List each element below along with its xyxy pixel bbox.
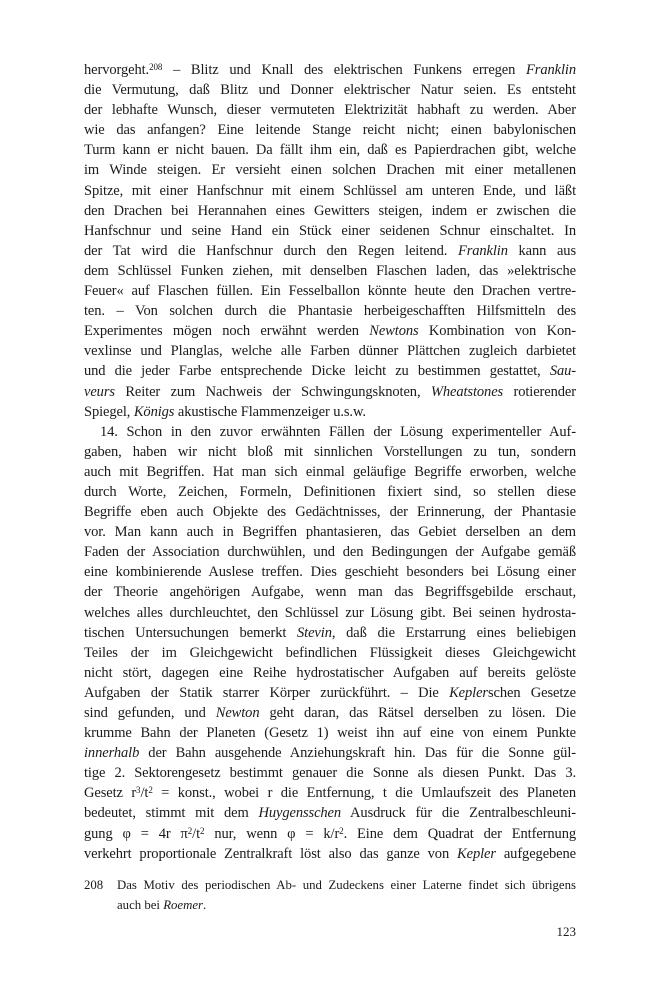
text-line: [117, 876, 576, 896]
text-line: [84, 683, 576, 703]
text-segment: Kepler: [449, 684, 488, 701]
paragraph: [84, 422, 576, 864]
text-segment: dem Schlüssel Funken ziehen, mit denselben Flaschen laden, das »elektrische: [84, 262, 576, 279]
text-segment: Kombination von Kon-: [418, 323, 576, 340]
footnote-reference: 208: [149, 61, 163, 72]
text-segment: im Winde steigen. Er versieht einen solchen Drachen mit einer metallenen: [84, 162, 576, 179]
text-segment: . Eine dem Quadrat der Entfernung: [343, 825, 576, 842]
text-line: [84, 402, 576, 422]
text-segment: /t: [140, 785, 149, 802]
text-line: [84, 663, 576, 683]
footnote-reference: 2: [148, 785, 153, 796]
text-line: [84, 542, 576, 562]
text-segment: Huygensschen: [258, 805, 342, 822]
text-segment: auch mit Begriffen. Hat man sich einmal geläufige Begriffe erworben, welche: [84, 463, 576, 480]
text-segment: Feuer« auf Flaschen füllen. Ein Fesselballon könnte heute den Drachen vertre-: [84, 283, 576, 300]
footnote-reference: 2: [339, 825, 344, 836]
text-segment: nur, wenn φ = k/r: [204, 825, 340, 842]
text-line: [84, 824, 576, 844]
text-line: [84, 763, 576, 783]
text-line: [84, 703, 576, 723]
text-segment: Franklin: [526, 62, 576, 78]
text-line: [84, 160, 576, 180]
text-segment: .: [203, 897, 207, 912]
text-segment: , daß die Erstarrung eines beliebigen: [331, 624, 576, 641]
text-line: [84, 482, 576, 502]
text-line: [84, 321, 576, 341]
text-line: [84, 643, 576, 663]
text-segment: und die jeder Farbe entsprechende Dicke leicht zu bestimmen gestattet,: [84, 363, 550, 380]
footnote-text: [117, 876, 576, 915]
text-segment: den Drachen bei Herannahen eines Gewitters steigen, indem er zwischen die: [84, 202, 576, 219]
text-segment: schen Gesetze: [487, 684, 576, 701]
text-segment: auch bei: [117, 897, 164, 912]
text-line: [84, 422, 576, 442]
text-segment: der lebhafte Wunsch, dieser vermuteten Elektrizität habhaft zu werden. Aber: [84, 102, 576, 119]
text-segment: Turm kann er nicht bauen. Da fällt ihm ein, daß es Papierdrachen gibt, welche: [84, 142, 576, 159]
text-segment: verkehrt proportionale Zentralkraft löst also das ganze von: [84, 845, 458, 862]
text-line: [84, 462, 576, 482]
text-line: [84, 603, 576, 623]
page-number: 123: [556, 924, 576, 939]
text-segment: Spiegel,: [84, 403, 134, 420]
text-line: [84, 783, 576, 803]
text-segment: – Blitz und Knall des elektrischen Funkens erregen: [162, 62, 527, 78]
text-line: [84, 743, 576, 763]
text-line: [84, 442, 576, 462]
text-segment: Aufgaben der Statik starrer Körper zurückführt. – Die: [84, 684, 450, 701]
text-segment: der Tat wird die Hanfschnur durch den Regen leitend.: [84, 242, 458, 259]
text-segment: Newton: [215, 705, 260, 721]
text-line: [84, 803, 576, 823]
text-line: [84, 60, 576, 80]
text-segment: durch Worte, Zeichen, Formeln, Definitionen fixiert sind, so stellen diese: [84, 483, 576, 500]
text-segment: Spitze, mit einer Hanfschnur mit einem Schlüssel am unteren Ende, und läßt: [84, 182, 576, 199]
text-line: [84, 221, 576, 241]
text-line: [84, 844, 576, 864]
text-line: [84, 623, 576, 643]
footnote: [84, 876, 576, 915]
text-segment: der Theorie angehörigen Aufgabe, wenn man das Begriffsgebilde erschaut,: [84, 584, 576, 601]
text-line: [84, 201, 576, 221]
text-line: [117, 896, 576, 916]
text-segment: = konst., wobei r die Entfernung, t die Umlaufszeit des Planeten: [152, 785, 576, 802]
text-block: [84, 60, 576, 864]
text-segment: ten. – Von solchen durch die Phantasie herbeigeschafften Hilfsmitteln des: [84, 303, 576, 320]
text-segment: der Bahn ausgehende Anziehungskraft hin. Das für die Sonne gül-: [139, 745, 576, 762]
text-line: [84, 181, 576, 201]
text-line: [84, 382, 576, 402]
text-segment: aufgegebene: [495, 845, 577, 862]
text-segment: gung φ = 4r π: [84, 825, 188, 842]
footnote-number: 208: [84, 878, 104, 892]
text-segment: Newtons: [369, 323, 419, 340]
text-segment: rotierender: [503, 383, 576, 400]
text-segment: hervorgeht.: [84, 62, 150, 78]
text-segment: Experimentes mögen noch erwähnt werden: [84, 323, 370, 340]
text-line: [84, 582, 576, 602]
text-segment: Faden der Association durchwühlen, und den Bedingungen der Aufgabe gemäß: [84, 544, 576, 561]
text-line: [84, 120, 576, 140]
text-segment: wie das anfangen? Eine leitende Stange reicht nicht; einen babylonischen: [84, 122, 576, 139]
text-line: [84, 522, 576, 542]
text-line: [84, 723, 576, 743]
text-segment: vor. Man kann auch in Begriffen phantasieren, das Gebiet derselben an dem: [84, 524, 576, 541]
footnote-reference: 2: [187, 825, 193, 836]
text-segment: Teiles der im Gleichgewicht befindlichen Flüssigkeit dieses Gleichgewicht: [84, 644, 576, 661]
text-segment: welches alles durchleuchtet, den Schlüssel zur Lösung gibt. Bei seinen hydrosta-: [84, 604, 576, 621]
text-line: [84, 562, 576, 582]
text-line: [84, 140, 576, 160]
text-segment: veurs: [84, 383, 115, 400]
text-segment: vexlinse und Planglas, welche alle Farben dünner Plättchen zugleich darbietet: [84, 343, 576, 360]
text-segment: Wheatstones: [430, 383, 504, 400]
text-segment: Hanfschnur und seine Hand ein Stück einer seidenen Schnur einschaltet. In: [84, 222, 576, 239]
text-segment: die Vermutung, daß Blitz und Donner elektrischer Natur seien. Es entsteht: [84, 82, 576, 99]
text-line: [84, 281, 576, 301]
text-segment: Reiter zum Nachweis der Schwingungsknoten,: [114, 383, 431, 400]
text-segment: /t: [192, 825, 201, 842]
text-segment: Stevin: [297, 624, 332, 641]
text-segment: nicht stört, dagegen eine Reihe hydrostatischer Aufgaben auf bereits gelöste: [84, 664, 576, 681]
text-segment: bedeutet, stimmt mit dem: [84, 805, 259, 822]
text-segment: sind gefunden, und: [84, 705, 216, 721]
text-segment: Franklin: [457, 242, 508, 259]
text-line: [84, 80, 576, 100]
text-segment: Das Motiv des periodischen Ab- und Zudeckens einer Laterne findet sich übrigens: [117, 878, 576, 892]
text-segment: Sau-: [549, 363, 576, 380]
paragraph: [84, 60, 576, 422]
text-segment: Begriffe eben auch Objekte des Gedächtnisses, der Erinnerung, der Phantasie: [84, 504, 576, 521]
text-segment: krumme Bahn der Planeten (Gesetz 1) weist ihn auf eine von einem Punkte: [84, 725, 576, 742]
text-line: [84, 361, 576, 381]
text-line: [84, 100, 576, 120]
text-segment: akustische Flammenzeiger u.s.w.: [174, 403, 366, 420]
text-segment: innerhalb: [84, 745, 140, 762]
text-line: [84, 341, 576, 361]
text-segment: kann aus: [507, 242, 576, 259]
text-line: [84, 301, 576, 321]
text-segment: Gesetz r: [84, 785, 137, 802]
text-segment: Kepler: [457, 845, 496, 862]
footnote-reference: 3: [136, 785, 141, 796]
text-segment: Roemer: [163, 897, 203, 912]
text-segment: geht daran, das Rätsel derselben zu lösen. Die: [259, 705, 576, 721]
text-segment: Königs: [133, 403, 175, 420]
text-segment: Ausdruck für die Zentralbeschleuni-: [341, 805, 576, 822]
text-segment: eine kombinierende Auslese treffen. Dies geschieht besonders bei Lösung einer: [84, 564, 576, 581]
text-segment: tischen Untersuchungen bemerkt: [84, 624, 298, 641]
text-segment: 14. Schon in den zuvor erwähnten Fällen der Lösung experimenteller Auf-: [100, 423, 576, 440]
text-segment: gaben, haben wir nicht bloß mit sinnlichen Vorstellungen zu tun, sondern: [84, 443, 576, 460]
footnote-reference: 2: [200, 825, 205, 836]
text-segment: tige 2. Sektorengesetz bestimmt genauer die Sonne als diesen Punkt. Das 3.: [84, 765, 576, 782]
text-line: [84, 502, 576, 522]
text-line: [84, 241, 576, 261]
text-line: [84, 261, 576, 281]
